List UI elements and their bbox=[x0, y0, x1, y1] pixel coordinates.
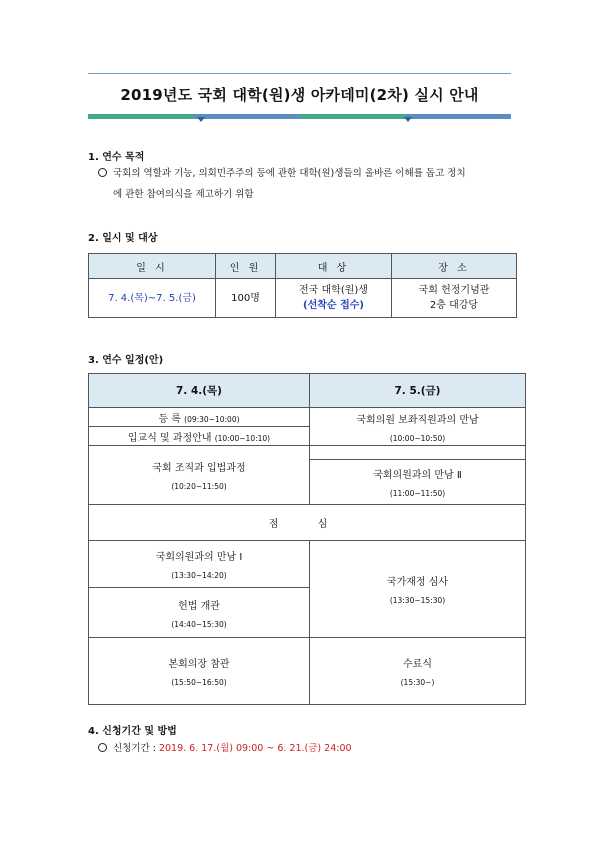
section-1-body bbox=[98, 163, 528, 205]
header-day1: 7. 4.(목) bbox=[89, 374, 310, 408]
session-budget-review: 국가재정 심사 (13:30~15:30) bbox=[310, 541, 526, 638]
header-target: 대 상 bbox=[276, 254, 392, 279]
table-row bbox=[89, 638, 526, 705]
title-bar-marker-left bbox=[197, 117, 205, 122]
application-period-value: 2019. 6. 17.(월) 09:00 ~ 6. 21.(금) 24:00 bbox=[158, 743, 352, 754]
session-member-meeting-2: 국회의원과의 만남 Ⅱ (11:00~11:50) bbox=[310, 460, 526, 505]
section-1-line1: 국회의 역할과 기능, 의회민주주의 등에 관한 대학(원)생들의 올바른 이해를 돕고 정치 bbox=[98, 163, 528, 184]
table-row bbox=[89, 446, 526, 460]
circle-bullet-icon bbox=[98, 743, 107, 752]
schedule-summary-table bbox=[88, 253, 517, 318]
cell-place bbox=[392, 279, 517, 318]
session-lunch: 점 심 bbox=[89, 505, 526, 541]
cell-date: 7. 4.(목)~7. 5.(금) bbox=[89, 279, 216, 318]
section-1-line2: 에 관한 참여의식을 제고하기 위함 bbox=[113, 189, 254, 200]
session-plenary-visit: 본회의장 참관 (15:50~16:50) bbox=[89, 638, 310, 705]
target-line2: (선착순 접수) bbox=[303, 300, 364, 311]
session-orientation: 입교식 및 과정안내 (10:00~10:10) bbox=[89, 427, 310, 446]
circle-bullet-icon bbox=[98, 168, 107, 177]
place-line2: 2층 대강당 bbox=[429, 300, 479, 311]
schedule-spacer bbox=[310, 446, 526, 460]
page-title: 2019년도 국회 대학(원)생 아카데미(2차) 실시 안내 bbox=[120, 86, 479, 104]
table-row bbox=[89, 505, 526, 541]
daily-schedule-table bbox=[88, 373, 526, 705]
header-day2: 7. 5.(금) bbox=[310, 374, 526, 408]
section-4-heading: 4. 신청기간 및 방법 bbox=[88, 726, 177, 737]
title-bar-marker-right bbox=[404, 117, 412, 122]
section-2-heading: 2. 일시 및 대상 bbox=[88, 233, 158, 244]
place-line1: 국회 헌정기념관 bbox=[418, 285, 490, 296]
session-legislative-process: 국회 조직과 입법과정 (10:20~11:50) bbox=[89, 446, 310, 505]
session-member-meeting-1: 국회의원과의 만남 Ⅰ (13:30~14:20) bbox=[89, 541, 310, 588]
title-top-rule bbox=[88, 73, 511, 74]
section-1-heading: 1. 연수 목적 bbox=[88, 152, 145, 163]
application-period-label: 신청기간 : bbox=[113, 743, 159, 754]
session-graduation: 수료식 (15:30~) bbox=[310, 638, 526, 705]
target-line1: 전국 대학(원)생 bbox=[299, 285, 368, 296]
session-constitution: 헌법 개관 (14:40~15:30) bbox=[89, 588, 310, 638]
session-staff-meeting: 국회의원 보좌직원과의 만남 (10:00~10:50) bbox=[310, 408, 526, 446]
table-header-row bbox=[89, 254, 517, 279]
header-date: 일 시 bbox=[89, 254, 216, 279]
header-place: 장 소 bbox=[392, 254, 517, 279]
schedule-header-row bbox=[89, 374, 526, 408]
table-row bbox=[89, 541, 526, 588]
table-row bbox=[89, 408, 526, 427]
session-registration: 등 록 (09:30~10:00) bbox=[89, 408, 310, 427]
application-period bbox=[98, 738, 528, 759]
title-color-bar bbox=[88, 114, 511, 119]
header-count: 인 원 bbox=[216, 254, 276, 279]
table-row bbox=[89, 279, 517, 318]
cell-target bbox=[276, 279, 392, 318]
cell-count: 100명 bbox=[216, 279, 276, 318]
section-3-heading: 3. 연수 일정(안) bbox=[88, 355, 164, 366]
